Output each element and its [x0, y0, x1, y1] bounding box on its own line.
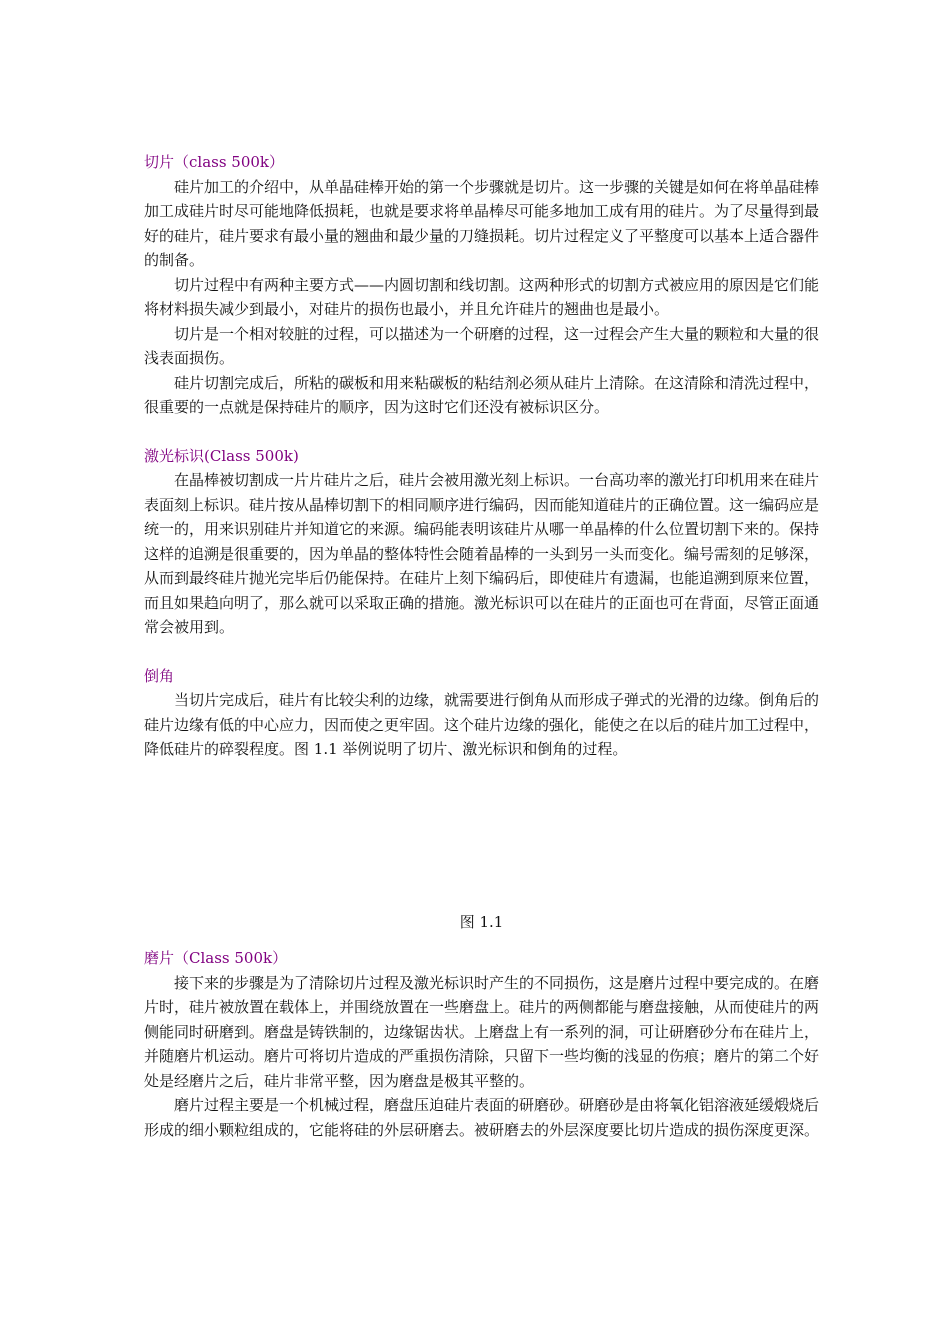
paragraph: 硅片加工的介绍中，从单晶硅棒开始的第一个步骤就是切片。这一步骤的关键是如何在将单晶硅棒加工成硅片时尽可能地降低损耗，也就是要求将单晶棒尽可能多地加工成有用的硅片。为了尽量得到最好的硅片，硅片要求有最小量的翘曲和最少量的刀缝损耗。切片过程定义了平整度可以基本上适合器件的制备。 — [144, 177, 820, 269]
section-heading-lapping: 磨片（Class 500k） — [144, 949, 288, 967]
paragraph: 在晶棒被切割成一片片硅片之后，硅片会被用激光刻上标识。一台高功率的激光打印机用来在硅片表面刻上标识。硅片按从晶棒切割下的相同顺序进行编码，因而能知道硅片的正确位置。这一编码应是统一的，用来识别硅片并知道它的来源。编码能表明该硅片从哪一单晶棒的什么位置切割下来的。保持这样的追溯是很重要的，因为单晶的整体特性会随着晶棒的一头到另一头而变化。编号需刻的足够深，从而到最终硅片抛光完毕后仍能保持。在硅片上刻下编码后，即使硅片有遗漏，也能追溯到原来位置，而且如果趋向明了，那么就可以采取正确的措施。激光标识可以在硅片的正面也可在背面，尽管正面通常会被用到。 — [144, 471, 820, 636]
figure-caption: 图 1.1 — [459, 912, 504, 931]
paragraph: 接下来的步骤是为了清除切片过程及激光标识时产生的不同损伤，这是磨片过程中要完成的。在磨片时，硅片被放置在载体上，并围绕放置在一些磨盘上。硅片的两侧都能与磨盘接触，从而使硅片的两侧能同时研磨到。磨盘是铸铁制的，边缘锯齿状。上磨盘上有一系列的洞，可让研磨砂分布在硅片上，并随磨片机运动。磨片可将切片造成的严重损伤清除，只留下一些均衡的浅显的伤痕；磨片的第二个好处是经磨片之后，硅片非常平整，因为磨盘是极其平整的。 — [144, 973, 820, 1090]
section-chamfering — [144, 664, 819, 762]
figure-placeholder — [144, 762, 819, 910]
document-body — [144, 150, 819, 1142]
section-spacer — [144, 640, 819, 664]
paragraph: 切片过程中有两种主要方式——内圆切割和线切割。这两种形式的切割方式被应用的原因是它们能将材料损失减少到最小，对硅片的损伤也最小，并且允许硅片的翘曲也是最小。 — [144, 275, 820, 318]
section-heading-chamfering: 倒角 — [144, 666, 175, 685]
paragraph: 当切片完成后，硅片有比较尖利的边缘，就需要进行倒角从而形成子弹式的光滑的边缘。倒角后的硅片边缘有低的中心应力，因而使之更牢固。这个硅片边缘的强化，能使之在以后的硅片加工过程中，降低硅片的碎裂程度。图 1.1 举例说明了切片、激光标识和倒角的过程。 — [144, 691, 820, 758]
section-heading-laser-marking: 激光标识(Class 500k) — [144, 446, 299, 465]
section-heading-slicing: 切片（class 500k） — [144, 153, 285, 171]
paragraph: 硅片切割完成后，所粘的碳板和用来粘碳板的粘结剂必须从硅片上清除。在这清除和清洗过程中，很重要的一点就是保持硅片的顺序，因为这时它们还没有被标识区分。 — [144, 373, 820, 416]
section-spacer — [144, 934, 819, 946]
section-slicing — [144, 150, 819, 420]
section-lapping — [144, 946, 819, 1142]
section-laser-marking — [144, 444, 819, 640]
section-spacer — [144, 420, 819, 444]
paragraph: 磨片过程主要是一个机械过程，磨盘压迫硅片表面的研磨砂。研磨砂是由将氧化铝溶液延缓煅烧后形成的细小颗粒组成的，它能将硅的外层研磨去。被研磨去的外层深度要比切片造成的损伤深度更深。 — [144, 1096, 820, 1139]
paragraph: 切片是一个相对较脏的过程，可以描述为一个研磨的过程，这一过程会产生大量的颗粒和大量的很浅表面损伤。 — [144, 324, 820, 367]
